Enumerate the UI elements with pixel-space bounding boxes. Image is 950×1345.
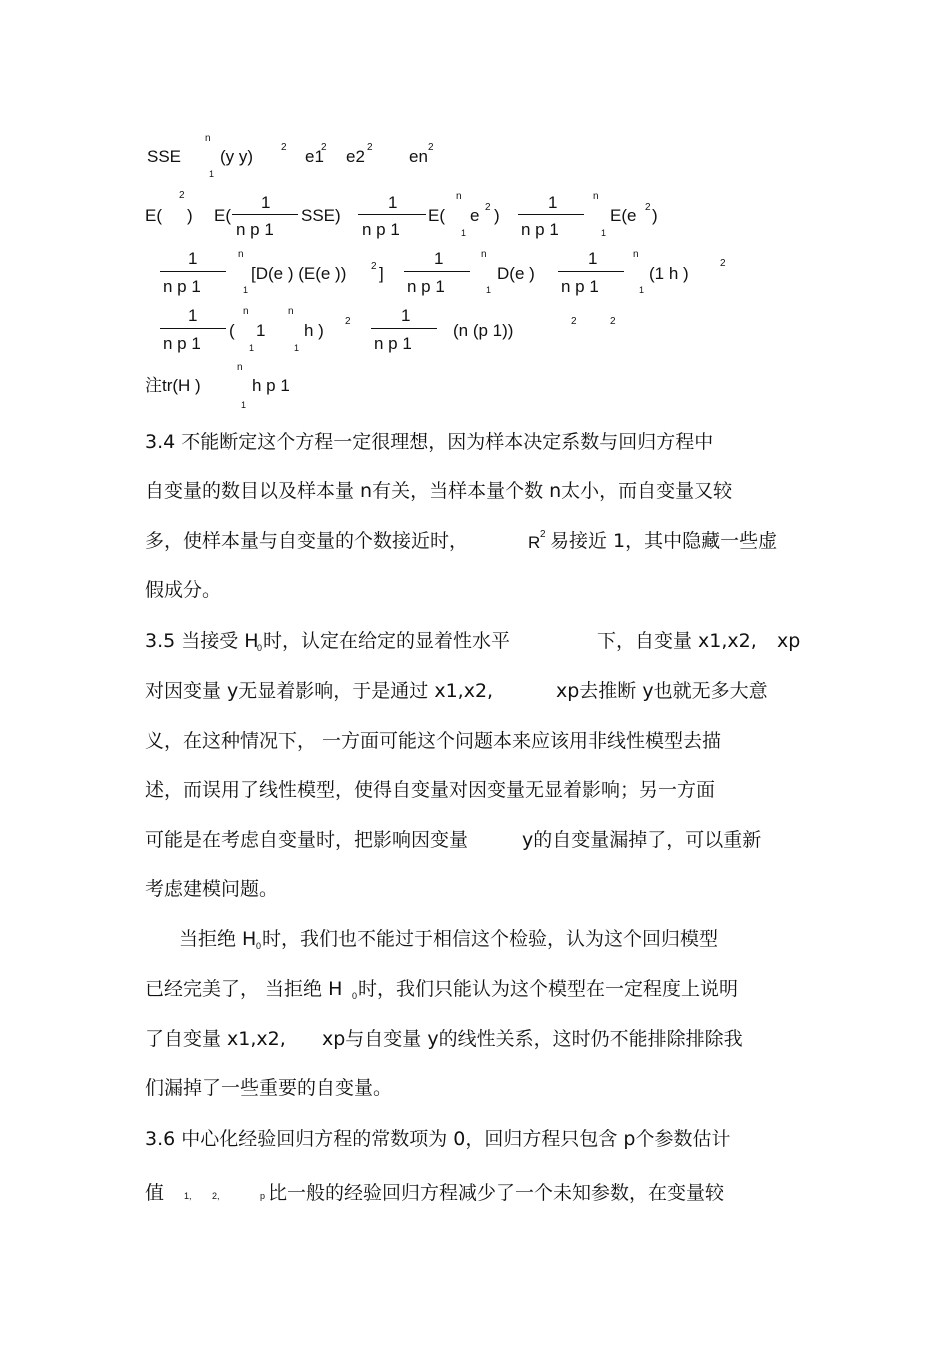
formula-text: E(: [214, 206, 231, 225]
text-line: 值: [145, 1182, 165, 1204]
fraction-numerator: 1: [401, 306, 411, 325]
text-line: 对因变量 y无显着影响，于是通过 x1,x2,: [145, 680, 494, 702]
exponent: 2: [571, 316, 577, 327]
formula-text: [D(e ) (E(e )): [251, 264, 347, 283]
text-line: 多，使样本量与自变量的个数接近时，: [145, 530, 469, 552]
formula-text: ]: [379, 264, 384, 283]
sum-upper-limit: n: [481, 249, 487, 260]
text-line: 当拒绝 H: [179, 928, 257, 950]
fraction-numerator: 1: [188, 306, 198, 325]
text-line: 考虑建模问题。: [145, 878, 279, 900]
subscript: 2,: [212, 1191, 220, 1201]
text-line: 自变量的数目以及样本量 n有关，当样本量个数 n太小，而自变量又较: [145, 480, 733, 502]
text-line: 时，我们也不能过于相信这个检验，认为这个回归模型: [262, 928, 719, 950]
fraction-bar: [160, 328, 226, 329]
subscript: 0: [257, 643, 263, 653]
text-line: 了自变量 x1,x2,: [145, 1028, 286, 1050]
sum-upper-limit: n: [237, 362, 243, 373]
formula-text: (1 h ): [649, 264, 689, 283]
formula-text: (y y): [220, 147, 254, 166]
formula-text: e2: [346, 147, 365, 166]
fraction-numerator: 1: [261, 193, 271, 212]
formula-text: E(: [145, 206, 162, 225]
exponent: 2: [345, 316, 351, 327]
text-line: 时，我们只能认为这个模型在一定程度上说明: [358, 978, 739, 1000]
text-line: 义，在这种情况下， 一方面可能这个问题本来应该用非线性模型去描: [145, 730, 722, 752]
text-line: y的自变量漏掉了，可以重新: [522, 829, 762, 851]
formula-text: 1: [256, 321, 266, 340]
fraction-bar: [404, 271, 470, 272]
formula-text: SSE: [147, 147, 182, 166]
sum-upper-limit: n: [288, 306, 294, 317]
exponent: 2: [540, 529, 546, 540]
sum-lower-limit: 1: [243, 285, 249, 295]
fraction-bar: [160, 271, 226, 272]
fraction-denominator: n p 1: [236, 220, 274, 239]
fraction-bar: [232, 214, 298, 215]
sum-lower-limit: 1: [209, 169, 215, 179]
fraction-numerator: 1: [188, 249, 198, 268]
formula-text: ): [494, 206, 500, 225]
fraction-bar: [518, 214, 584, 215]
sum-upper-limit: n: [205, 133, 211, 144]
text-line: 易接近 1，其中隐藏一些虚: [550, 530, 778, 552]
sum-lower-limit: 1: [241, 400, 247, 410]
fraction-numerator: 1: [434, 249, 444, 268]
text-line: 比一般的经验回归方程减少了一个未知参数，在变量较: [268, 1182, 725, 1204]
text-line: 时，认定在给定的显着性水平: [263, 630, 511, 652]
fraction-bar: [558, 271, 624, 272]
fraction-denominator: n p 1: [521, 220, 559, 239]
sum-upper-limit: n: [456, 191, 462, 202]
text-line: 下，自变量 x1,x2,: [597, 630, 757, 652]
text-line: 已经完美了， 当拒绝 H: [145, 978, 343, 1000]
sum-upper-limit: n: [633, 249, 639, 260]
fraction-denominator: n p 1: [362, 220, 400, 239]
fraction-denominator: n p 1: [163, 277, 201, 296]
sum-lower-limit: 1: [249, 343, 255, 353]
r-squared-symbol: R: [528, 533, 541, 552]
exponent: 2: [645, 202, 651, 213]
formula-text: E(: [428, 206, 445, 225]
text-line: xp: [777, 630, 801, 652]
sum-lower-limit: 1: [601, 228, 607, 238]
exponent: 2: [367, 142, 373, 153]
sum-upper-limit: n: [593, 191, 599, 202]
formula-text: ): [187, 206, 193, 225]
subscript: 0: [352, 991, 358, 1001]
exponent: 2: [371, 261, 377, 272]
exponent: 2: [281, 142, 287, 153]
formula-text: 注tr(H ): [145, 376, 201, 395]
exponent: 2: [485, 202, 491, 213]
text-line: 3.4 不能断定这个方程一定很理想，因为样本决定系数与回归方程中: [145, 431, 714, 453]
text-line: 3.6 中心化经验回归方程的常数项为 0，回归方程只包含 p个参数估计: [145, 1128, 731, 1150]
formula-text: E(e: [610, 206, 637, 225]
formula-text: en: [409, 147, 428, 166]
fraction-bar: [371, 328, 437, 329]
fraction-denominator: n p 1: [561, 277, 599, 296]
exponent: 2: [321, 142, 327, 153]
formula-text: h ): [304, 321, 324, 340]
formula-text: ): [652, 206, 658, 225]
formula-text: SSE): [301, 206, 341, 225]
sum-upper-limit: n: [243, 306, 249, 317]
fraction-numerator: 1: [548, 193, 558, 212]
sum-lower-limit: 1: [486, 285, 492, 295]
fraction-numerator: 1: [588, 249, 598, 268]
text-line: 们漏掉了一些重要的自变量。: [145, 1077, 393, 1099]
fraction-numerator: 1: [388, 193, 398, 212]
exponent: 2: [428, 142, 434, 153]
text-line: 可能是在考虑自变量时，把影响因变量: [145, 829, 469, 851]
formula-text: (n (p 1)): [453, 321, 514, 340]
fraction-denominator: n p 1: [374, 334, 412, 353]
text-line: 3.5 当接受 H: [145, 630, 259, 652]
text-line: 假成分。: [145, 579, 222, 601]
text-line: 述，而误用了线性模型，使得自变量对因变量无显着影响；另一方面: [145, 779, 716, 801]
fraction-bar: [358, 214, 426, 215]
text-line: xp与自变量 y的线性关系，这时仍不能排除排除我: [322, 1028, 743, 1050]
subscript: 1,: [184, 1191, 192, 1201]
formula-text: e: [470, 206, 480, 225]
sum-upper-limit: n: [238, 249, 244, 260]
subscript: 0: [256, 941, 262, 951]
fraction-denominator: n p 1: [407, 277, 445, 296]
formula-text: h p 1: [252, 376, 290, 395]
text-line: xp去推断 y也就无多大意: [556, 680, 768, 702]
fraction-denominator: n p 1: [163, 334, 201, 353]
formula-text: D(e ): [497, 264, 535, 283]
formula-text: e1: [305, 147, 324, 166]
sum-lower-limit: 1: [639, 285, 645, 295]
sum-lower-limit: 1: [294, 343, 300, 353]
formula-text: (: [229, 321, 235, 340]
sum-lower-limit: 1: [461, 228, 467, 238]
exponent: 2: [179, 190, 185, 201]
exponent: 2: [610, 316, 616, 327]
exponent: 2: [720, 258, 726, 269]
subscript: p: [260, 1191, 266, 1201]
